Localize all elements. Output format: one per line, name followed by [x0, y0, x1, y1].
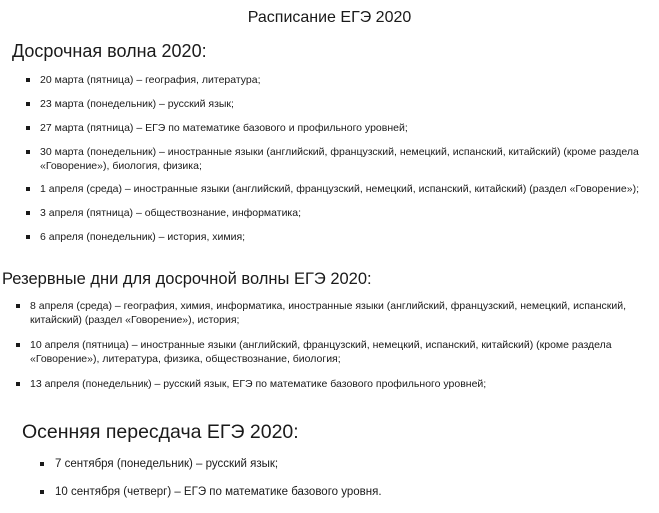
section-heading-early-wave: Досрочная волна 2020:	[12, 41, 207, 61]
list-item: 10 сентября (четверг) – ЕГЭ по математике базового уровня.	[40, 485, 640, 499]
list-item: 1 апреля (среда) – иностранные языки (английский, французский, немецкий, испанский, китайский) (раздел «Говорение»);	[26, 182, 641, 196]
page-title: Расписание ЕГЭ 2020	[247, 9, 412, 26]
section-heading-reserve-days: Резервные дни для досрочной волны ЕГЭ 2020:	[2, 270, 372, 288]
list-item: 30 марта (понедельник) – иностранные языки (английский, французский, немецкий, испанский, китайский) (кроме раздела «Говорение»), биология, физика;	[26, 145, 641, 173]
list-item: 7 сентября (понедельник) – русский язык;	[40, 457, 640, 471]
list-item: 10 апреля (пятница) – иностранные языки (английский, французский, немецкий, испанский, китайский) (кроме раздела «Говорение»), литература, физика, обществознание, биология;	[16, 338, 641, 366]
early-wave-list	[26, 73, 641, 254]
list-item: 6 апреля (понедельник) – история, химия;	[26, 230, 641, 244]
list-item: 8 апреля (среда) – география, химия, информатика, иностранные языки (английский, французский, немецкий, испанский, китайский) (раздел «Говорение»), история;	[16, 299, 641, 327]
list-item: 3 апреля (пятница) – обществознание, информатика;	[26, 206, 641, 220]
list-item: 23 марта (понедельник) – русский язык;	[26, 97, 641, 111]
list-item: 20 марта (пятница) – география, литература;	[26, 73, 641, 87]
list-item: 13 апреля (понедельник) – русский язык, ЕГЭ по математике базового профильного уровней;	[16, 377, 641, 391]
section-heading-autumn-retake: Осенняя пересдача ЕГЭ 2020:	[22, 421, 299, 443]
reserve-days-list	[16, 299, 641, 402]
list-item: 27 марта (пятница) – ЕГЭ по математике базового и профильного уровней;	[26, 121, 641, 135]
